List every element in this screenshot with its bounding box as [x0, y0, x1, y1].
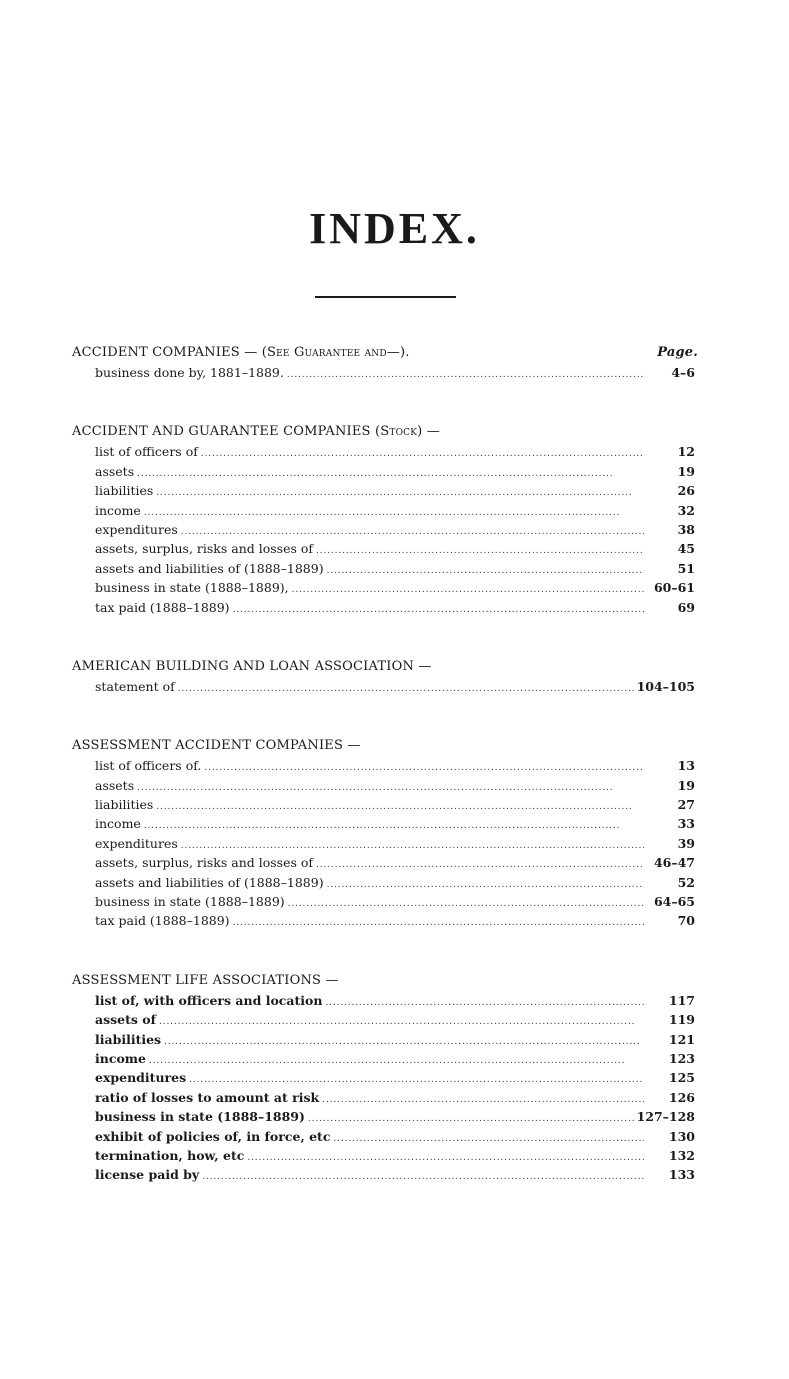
index-entry: [95, 1068, 695, 1087]
section-heading: [72, 343, 698, 363]
entry-text: license paid by: [95, 1167, 200, 1183]
entry-text: assets and liabilities of (1888–1889): [95, 874, 324, 890]
entry-page-number: 38: [677, 521, 695, 537]
entry-page-number: 26: [677, 483, 695, 499]
index-section: [0, 736, 789, 931]
index-entry: [95, 873, 695, 892]
index-entry: [95, 776, 695, 795]
entry-text: expenditures: [95, 835, 178, 851]
index-entry: [95, 1127, 695, 1146]
section-heading: [72, 422, 698, 442]
index-entry: [95, 814, 695, 833]
index-entry: [95, 991, 695, 1010]
entry-page-number: 4–6: [671, 365, 695, 380]
entry-page-number: 51: [677, 560, 695, 576]
entry-page-number: 104–105: [636, 678, 695, 694]
entry-text: income: [95, 1050, 146, 1066]
entry-text: assets, surplus, risks and losses of: [95, 541, 314, 557]
title-rule: [315, 296, 456, 298]
entry-text: tax paid (1888–1889): [95, 599, 230, 615]
section-heading: [72, 736, 698, 756]
index-entry: [95, 892, 695, 911]
entry-page-number: 130: [668, 1128, 695, 1144]
index-entry: [95, 539, 695, 558]
entry-page-number: 121: [668, 1031, 695, 1047]
entry-text: liabilities: [95, 797, 154, 813]
entry-text: list of officers of: [95, 444, 198, 460]
entry-page-number: 69: [677, 599, 695, 615]
index-entry: [95, 442, 695, 461]
entry-page-number: 70: [677, 913, 695, 929]
section-heading-label: ACCIDENT COMPANIES — (See Guarantee and—).: [72, 345, 410, 360]
entry-text: expenditures: [95, 521, 178, 537]
index-entry: [95, 1030, 695, 1049]
index-section: [0, 343, 789, 382]
index-entry: [95, 462, 695, 481]
index-section: [0, 657, 789, 696]
entry-page-number: 13: [677, 758, 695, 774]
index-entry: [95, 677, 695, 696]
index-entry: [95, 520, 695, 539]
dot-leader: [178, 677, 634, 699]
entry-text: liabilities: [95, 483, 154, 499]
section-heading-label: ASSESSMENT LIFE ASSOCIATIONS —: [72, 972, 339, 988]
dot-leader: [233, 911, 644, 933]
entry-page-number: 32: [677, 502, 695, 518]
entry-text: business done by, 1881–1889.: [95, 365, 284, 380]
index-entry: [95, 1010, 695, 1029]
entry-page-number: 19: [677, 463, 695, 479]
index-entry: [95, 911, 695, 930]
entry-text: business in state (1888–1889): [95, 894, 285, 910]
entry-text: assets of: [95, 1012, 157, 1028]
index-entry: [95, 501, 695, 520]
page-title: INDEX.: [309, 204, 480, 253]
section-heading-label: ACCIDENT AND GUARANTEE COMPANIES (Stock) —: [72, 424, 440, 440]
entry-text: business in state (1888–1889),: [95, 580, 289, 596]
index-entry: [95, 481, 695, 500]
entry-page-number: 12: [677, 444, 695, 460]
entry-text: exhibit of policies of, in force, etc: [95, 1128, 331, 1144]
entry-text: assets: [95, 463, 135, 479]
index-entry: [95, 1049, 695, 1068]
index-section: [0, 971, 789, 1185]
section-heading-label: ASSESSMENT ACCIDENT COMPANIES —: [72, 738, 361, 754]
index-entry: [95, 1107, 695, 1126]
entry-page-number: 60–61: [653, 580, 695, 596]
page-column-label: Page.: [657, 345, 698, 360]
entry-page-number: 33: [677, 816, 695, 832]
index-sections: [0, 343, 789, 1225]
index-section: [0, 422, 789, 617]
entry-page-number: 123: [668, 1050, 695, 1066]
index-entry: [95, 853, 695, 872]
entry-page-number: 19: [677, 777, 695, 793]
entry-page-number: 132: [668, 1147, 695, 1163]
entry-text: statement of: [95, 678, 175, 694]
entry-text: list of officers of.: [95, 758, 202, 774]
section-heading-label: AMERICAN BUILDING AND LOAN ASSOCIATION —: [72, 658, 432, 674]
entry-page-number: 126: [668, 1089, 695, 1105]
index-entry: [95, 1088, 695, 1107]
entry-page-number: 27: [677, 797, 695, 813]
entry-text: liabilities: [95, 1031, 162, 1047]
index-entry: [95, 756, 695, 775]
entry-text: assets: [95, 777, 135, 793]
entry-page-number: 52: [677, 874, 695, 890]
entry-text: business in state (1888–1889): [95, 1109, 305, 1125]
dot-leader: [202, 1165, 644, 1187]
entry-text: termination, how, etc: [95, 1147, 245, 1163]
entry-page-number: 39: [677, 835, 695, 851]
entry-text: assets, surplus, risks and losses of: [95, 855, 314, 871]
index-entry: [95, 578, 695, 597]
entry-page-number: 64–65: [653, 894, 695, 910]
section-heading: [72, 971, 698, 991]
entry-text: tax paid (1888–1889): [95, 913, 230, 929]
entry-page-number: 125: [668, 1070, 695, 1086]
section-heading: [72, 657, 698, 677]
entry-text: ratio of losses to amount at risk: [95, 1089, 320, 1105]
dot-leader: [233, 598, 644, 620]
entry-text: assets and liabilities of (1888–1889): [95, 560, 324, 576]
entry-page-number: 45: [677, 541, 695, 557]
index-entry: [95, 363, 695, 382]
entry-text: list of, with officers and location: [95, 992, 323, 1008]
index-entry: [95, 834, 695, 853]
index-entry: [95, 559, 695, 578]
index-entry: [95, 1165, 695, 1184]
entry-text: income: [95, 816, 141, 832]
entry-page-number: 117: [668, 992, 695, 1008]
index-entry: [95, 598, 695, 617]
entry-page-number: 46–47: [653, 855, 695, 871]
entry-page-number: 119: [668, 1012, 695, 1028]
dot-leader: [287, 363, 644, 385]
index-entry: [95, 1146, 695, 1165]
entry-text: expenditures: [95, 1070, 187, 1086]
entry-page-number: 133: [668, 1167, 695, 1183]
entry-text: income: [95, 502, 141, 518]
entry-page-number: 127–128: [636, 1109, 695, 1125]
index-entry: [95, 795, 695, 814]
